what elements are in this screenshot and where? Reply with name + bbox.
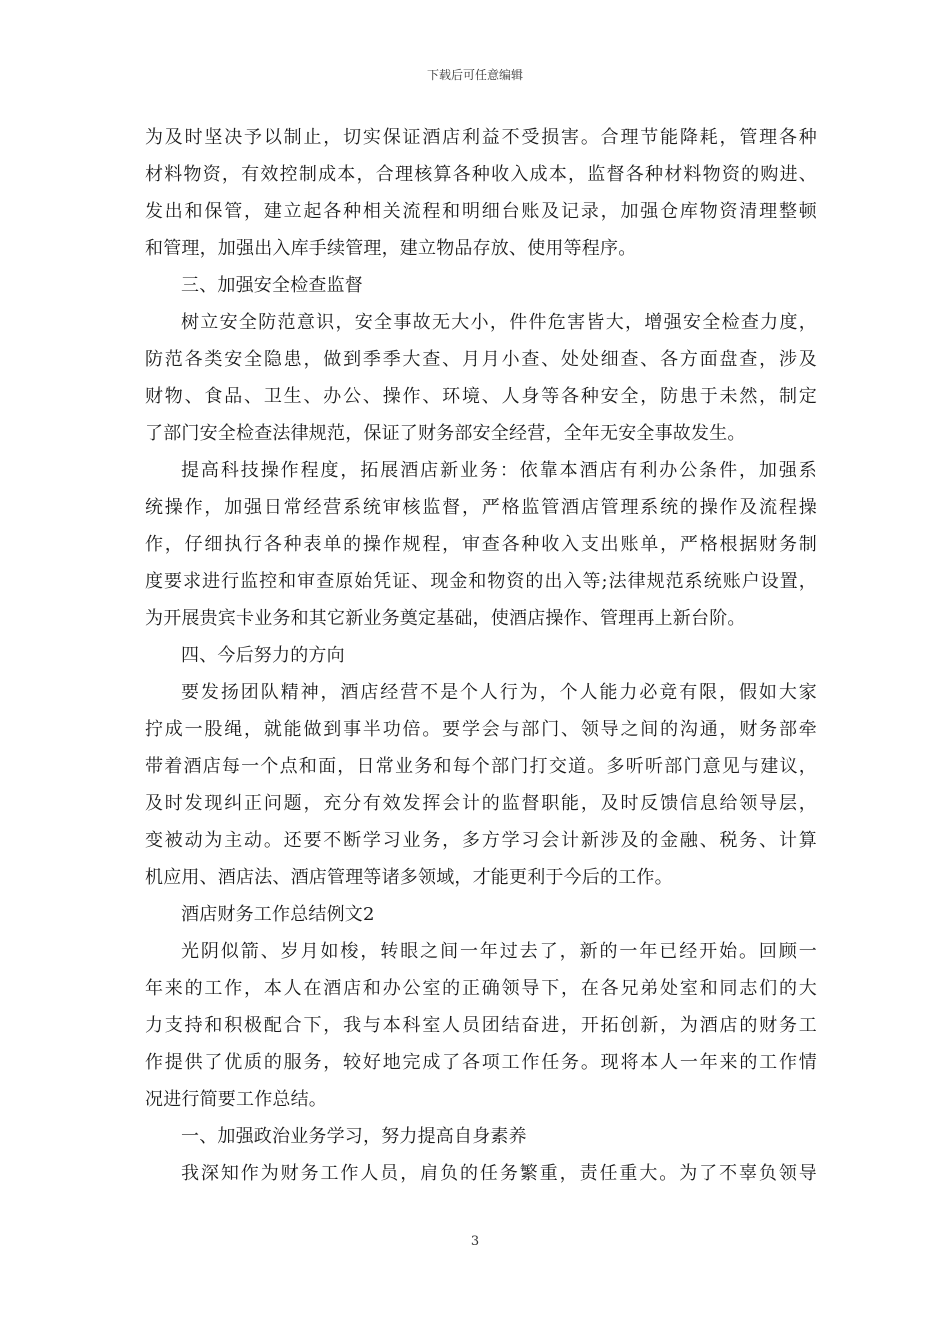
paragraph-line: 作，仔细执行各种表单的操作规程，审查各种收入支出账单，严格根据财务制	[145, 534, 817, 555]
section-heading: 四、今后努力的方向	[181, 645, 345, 666]
paragraph-line: 提高科技操作程度，拓展酒店新业务：依靠本酒店有利办公条件，加强系	[181, 460, 817, 481]
page-header: 下载后可任意编辑	[426, 68, 523, 82]
paragraph-line: 力支持和积极配合下，我与本科室人员团结奋进，开拓创新，为酒店的财务工	[145, 1015, 817, 1036]
paragraph-line: 变被动为主动。还要不断学习业务，多方学习会计新涉及的金融、税务、计算	[145, 830, 817, 851]
paragraph-line: 发出和保管，建立起各种相关流程和明细台账及记录，加强仓库物资清理整顿	[145, 201, 817, 222]
section-heading: 酒店财务工作总结例文2	[181, 904, 375, 925]
page-number: 3	[470, 1234, 480, 1249]
paragraph-line: 况进行简要工作总结。	[145, 1089, 327, 1110]
paragraph-line: 和管理，加强出入库手续管理，建立物品存放、使用等程序。	[145, 238, 637, 259]
paragraph-line: 树立安全防范意识，安全事故无大小，件件危害皆大，增强安全检查力度，	[181, 312, 817, 333]
paragraph-line: 了部门安全检查法律规范，保证了财务部安全经营，全年无安全事故发生。	[145, 423, 746, 444]
paragraph-line: 我深知作为财务工作人员，肩负的任务繁重，责任重大。为了不辜负领导	[181, 1163, 817, 1184]
document-body	[145, 122, 817, 1195]
paragraph-line: 度要求进行监控和审查原始凭证、现金和物资的出入等;法律规范系统账户设置，	[145, 571, 817, 592]
paragraph-line: 年来的工作，本人在酒店和办公室的正确领导下，在各兄弟处室和同志们的大	[145, 978, 817, 999]
paragraph-line: 作提供了优质的服务，较好地完成了各项工作任务。现将本人一年来的工作情	[145, 1052, 817, 1073]
section-heading: 三、加强安全检查监督	[181, 275, 363, 296]
paragraph-line: 光阴似箭、岁月如梭，转眼之间一年过去了，新的一年已经开始。回顾一	[181, 941, 817, 962]
paragraph-line: 为及时坚决予以制止，切实保证酒店利益不受损害。合理节能降耗，管理各种	[145, 127, 817, 148]
paragraph-line: 为开展贵宾卡业务和其它新业务奠定基础，使酒店操作、管理再上新台阶。	[145, 608, 746, 629]
paragraph-line: 拧成一股绳，就能做到事半功倍。要学会与部门、领导之间的沟通，财务部牵	[145, 719, 817, 740]
paragraph-line: 机应用、酒店法、酒店管理等诸多领域，才能更利于今后的工作。	[145, 867, 673, 888]
paragraph-line: 统操作，加强日常经营系统审核监督，严格监管酒店管理系统的操作及流程操	[145, 497, 817, 518]
section-heading: 一、加强政治业务学习，努力提高自身素养	[181, 1126, 527, 1147]
paragraph-line: 要发扬团队精神，酒店经营不是个人行为，个人能力必竟有限，假如大家	[181, 682, 817, 703]
paragraph-line: 带着酒店每一个点和面，日常业务和每个部门打交道。多听听部门意见与建议，	[145, 756, 817, 777]
paragraph-line: 材料物资，有效控制成本，合理核算各种收入成本，监督各种材料物资的购进、	[145, 164, 817, 185]
paragraph-line: 及时发现纠正问题，充分有效发挥会计的监督职能，及时反馈信息给领导层，	[145, 793, 817, 814]
paragraph-line: 财物、食品、卫生、办公、操作、环境、人身等各种安全，防患于未然，制定	[145, 386, 817, 407]
paragraph-line: 防范各类安全隐患，做到季季大查、月月小查、处处细查、各方面盘查，涉及	[145, 349, 817, 370]
